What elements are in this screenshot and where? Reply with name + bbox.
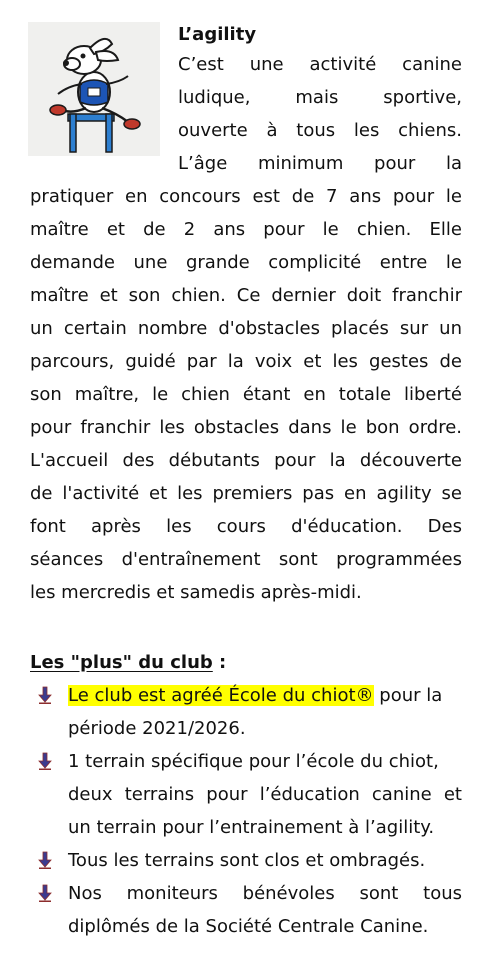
- section-title-club-plus: [30, 650, 226, 676]
- section-title-colon: :: [212, 652, 227, 673]
- paragraph-line: L'accueil des débutants pour la découverte: [30, 450, 462, 471]
- paragraph-line: un certain nombre d'obstacles placés sur un: [30, 318, 462, 339]
- paragraph-line: les mercredis et samedis après-midi.: [30, 582, 362, 603]
- paragraph-line: demande une grande complicité entre le: [30, 252, 462, 273]
- paragraph-line: maître et son chien. Ce dernier doit franchir: [30, 285, 462, 306]
- paragraph-line: son maître, le chien étant en totale liberté: [30, 384, 462, 405]
- bullet-item-line: Nos moniteurs bénévoles sont tous: [68, 883, 462, 904]
- bullet-item-line: 1 terrain spécifique pour l’école du chiot,: [68, 751, 439, 772]
- paragraph-line: de l'activité et les premiers pas en agility se: [30, 483, 462, 504]
- paragraph-line: C’est une activité canine: [178, 54, 462, 75]
- bullet-item-line: période 2021/2026.: [68, 718, 246, 739]
- bullet-text: pour la: [373, 685, 443, 706]
- dog-agility-illustration: [28, 22, 160, 156]
- section-title-text: Les "plus" du club: [30, 652, 213, 673]
- paragraph-line: ouverte à tous les chiens.: [178, 120, 462, 141]
- down-arrow-bullet-icon: [38, 884, 52, 902]
- paragraph-line: pour franchir les obstacles dans le bon ordre.: [30, 417, 462, 438]
- down-arrow-bullet-icon: [38, 752, 52, 770]
- paragraph-line: ludique, mais sportive,: [178, 87, 462, 108]
- paragraph-line: L’âge minimum pour la: [178, 153, 462, 174]
- bullet-item-line: un terrain pour l’entrainement à l’agility.: [68, 817, 435, 838]
- cartoon-dog-icon: [28, 22, 160, 156]
- paragraph-line: maître et de 2 ans pour le chien. Elle: [30, 219, 462, 240]
- bullet-item-line: diplômés de la Société Centrale Canine.: [68, 916, 429, 937]
- bullet-item-line: [68, 679, 442, 712]
- highlighted-text: Le club est agréé École du chiot®: [68, 685, 374, 706]
- down-arrow-bullet-icon: [38, 686, 52, 704]
- bullet-item-line: Tous les terrains sont clos et ombragés.: [68, 850, 426, 871]
- paragraph-line: font après les cours d'éducation. Des: [30, 516, 462, 537]
- paragraph-line: pratiquer en concours est de 7 ans pour le: [30, 186, 462, 207]
- section-heading-agility: L’agility: [178, 24, 257, 45]
- down-arrow-bullet-icon: [38, 851, 52, 869]
- paragraph-line: parcours, guidé par la voix et les gestes de: [30, 351, 462, 372]
- paragraph-line: séances d'entraînement sont programmées: [30, 549, 462, 570]
- bullet-item-line: deux terrains pour l’éducation canine et: [68, 784, 462, 805]
